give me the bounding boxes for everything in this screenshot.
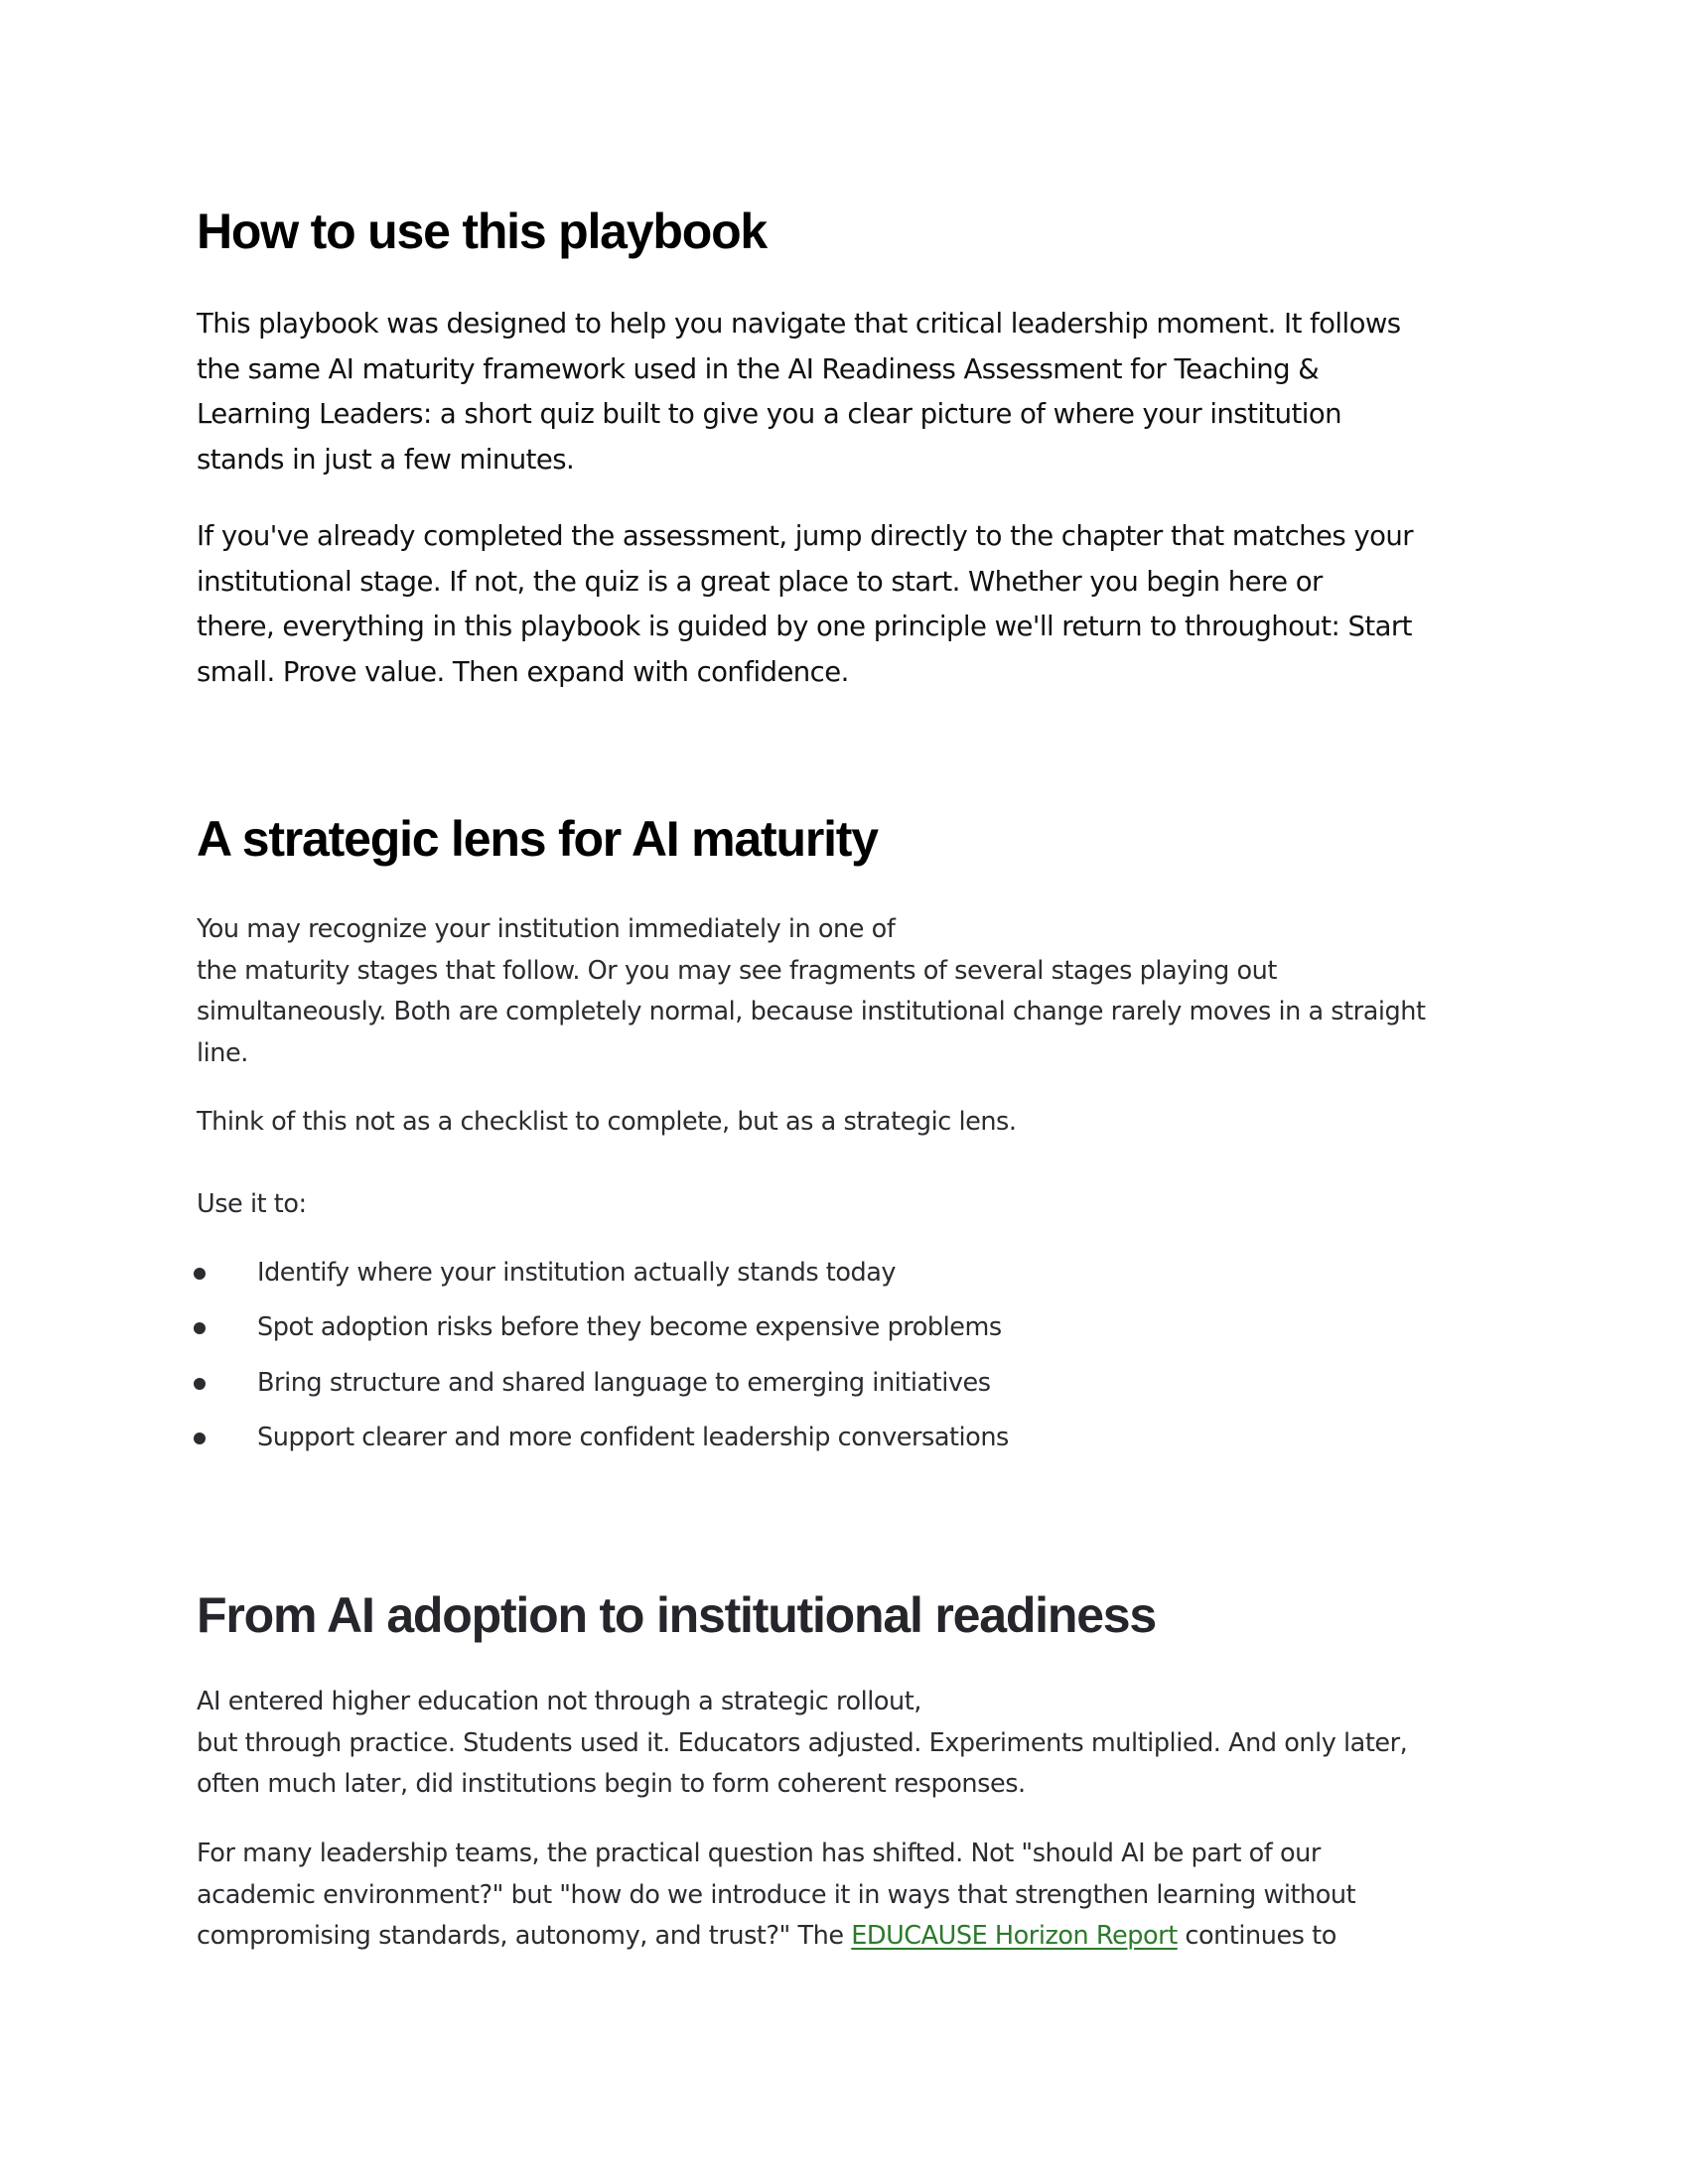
paragraph-practical-question <box>197 1834 1487 1958</box>
text-line: line. <box>197 1037 248 1068</box>
text-line: there, everything in this playbook is guided by one principle we'll return to throughout: Start <box>197 611 1412 643</box>
text-line: institutional stage. If not, the quiz is a great place to start. Whether you begin here or <box>197 565 1323 598</box>
list-item-text: Support clearer and more confident leadership conversations <box>257 1422 1009 1452</box>
text-segment: continues to <box>1177 1921 1336 1951</box>
section-heading-strategic-lens: A strategic lens for AI maturity <box>197 811 878 867</box>
text-line: small. Prove value. Then expand with confidence. <box>197 655 849 688</box>
list-item-text: Identify where your institution actually stands today <box>257 1258 897 1288</box>
educause-horizon-report-link[interactable]: EDUCAUSE Horizon Report <box>851 1921 1178 1951</box>
paragraph-strategic-lens <box>197 1102 1487 1144</box>
text-line: AI entered higher education not through a strategic rollout, <box>197 1687 921 1716</box>
text-line: academic environment?" but "how do we introduce it in ways that strengthen learning without <box>197 1879 1356 1910</box>
paragraph-intro <box>197 302 1487 482</box>
list-item-text: Spot adoption risks before they become expensive problems <box>257 1312 1002 1343</box>
text-line: stands in just a few minutes. <box>197 443 575 476</box>
text-segment: compromising standards, autonomy, and trust?" The <box>197 1921 852 1951</box>
paragraph-maturity-stages <box>197 909 1487 1074</box>
paragraph-assessment <box>197 514 1487 695</box>
bullet-icon <box>194 1378 206 1390</box>
paragraph-ai-entered <box>197 1682 1487 1806</box>
text-line: This playbook was designed to help you navigate that critical leadership moment. It follows <box>197 308 1401 340</box>
text-line: the same AI maturity framework used in the AI Readiness Assessment for Teaching & <box>197 352 1320 385</box>
text-line: You may recognize your institution immediately in one of <box>197 914 896 944</box>
list-item-text: Bring structure and shared language to emerging initiatives <box>257 1367 991 1398</box>
bullet-icon <box>194 1433 206 1444</box>
section-heading-institutional-readiness: From AI adoption to institutional readiness <box>197 1587 1157 1643</box>
text-line: Think of this not as a checklist to complete, but as a strategic lens. <box>197 1107 1017 1137</box>
text-line: the maturity stages that follow. Or you may see fragments of several stages playing out <box>197 955 1277 986</box>
bullet-icon <box>194 1268 206 1280</box>
text-line: If you've already completed the assessment, jump directly to the chapter that matches your <box>197 520 1414 552</box>
text-line: but through practice. Students used it. Educators adjusted. Experiments multiplied. And only later, <box>197 1727 1408 1758</box>
text-line: simultaneously. Both are completely normal, because institutional change rarely moves in a straight <box>197 997 1426 1026</box>
text-line: Use it to: <box>197 1189 307 1219</box>
bullet-icon <box>194 1322 206 1334</box>
text-line <box>197 1916 1487 1958</box>
text-line: For many leadership teams, the practical question has shifted. Not "should AI be part of our <box>197 1839 1321 1868</box>
text-line: Learning Leaders: a short quiz built to give you a clear picture of where your institution <box>197 398 1341 431</box>
section-heading-how-to-use: How to use this playbook <box>197 204 768 259</box>
paragraph-use-it-to <box>197 1184 1487 1226</box>
text-line: often much later, did institutions begin to form coherent responses. <box>197 1769 1026 1799</box>
